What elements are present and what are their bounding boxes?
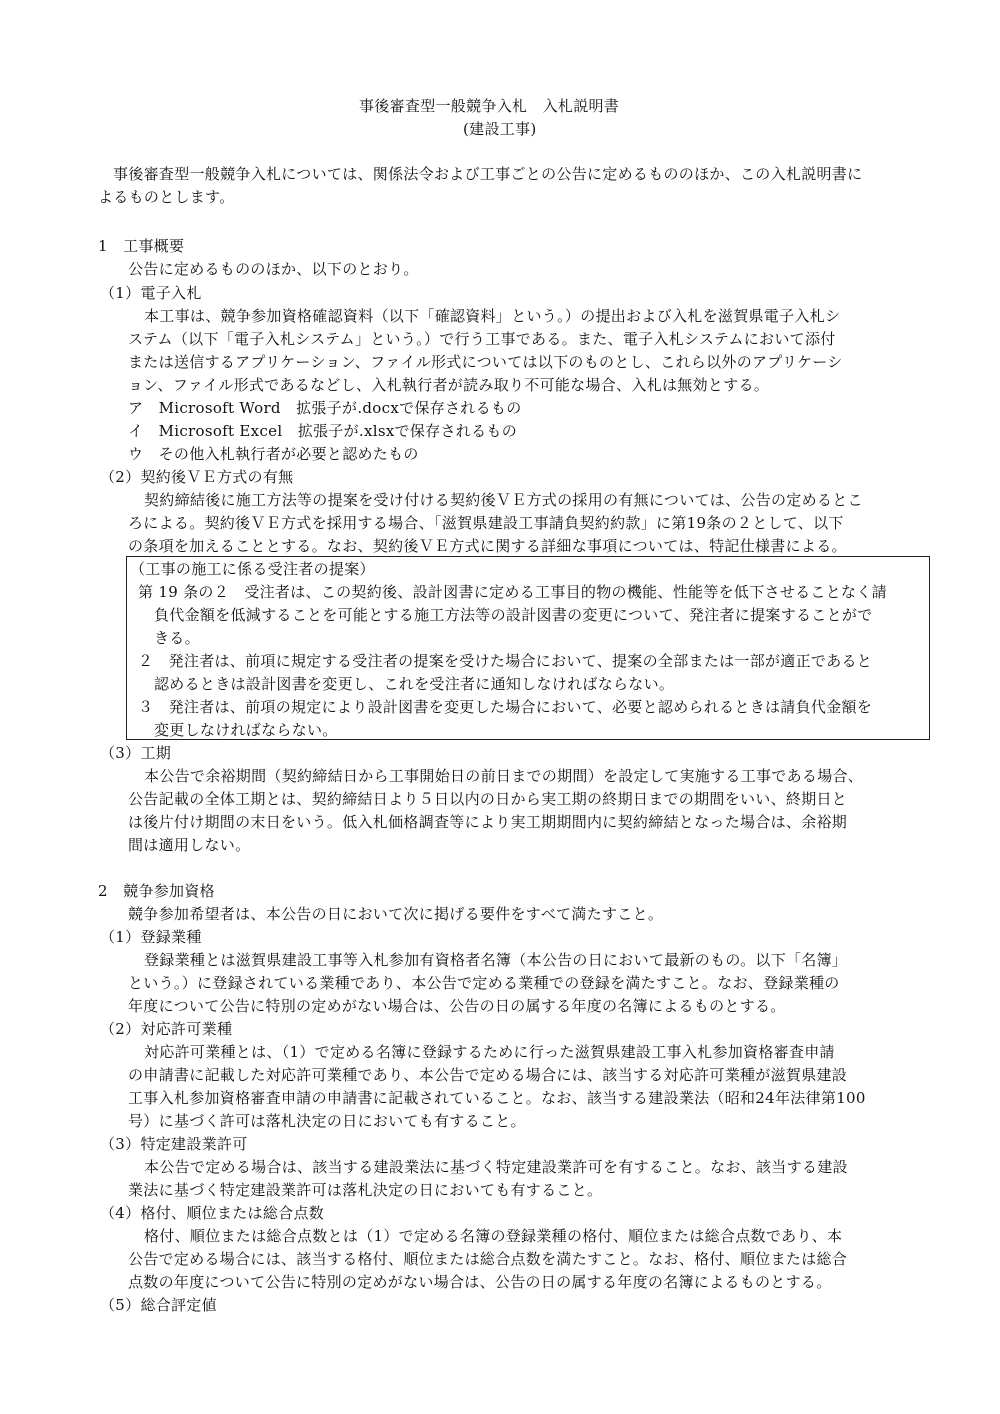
paragraph-line: または送信するアプリケーション、ファイル形式については以下のものとし、これら以外のアプリケーシ (128, 353, 843, 371)
paragraph-line: ろによる。契約後ＶＥ方式を採用する場合、「滋賀県建設工事請負契約約款」に第19条の２として、以下 (128, 514, 844, 532)
clause-line: 負代金額を低減することを可能とする施工方法等の設計図書の変更について、発注者に提案することがで (154, 606, 873, 624)
intro-line: よるものとします。 (98, 188, 235, 206)
subsection-heading: （2）対応許可業種 (100, 1020, 233, 1038)
document-title: 事後審査型一般競争入札 入札説明書 (359, 97, 620, 115)
list-item: ア Microsoft Word 拡張子が.docxで保存されるもの (128, 399, 522, 417)
section-heading: 1 工事概要 (98, 237, 185, 255)
paragraph-line: 業法に基づく特定建設業許可は落札決定の日においても有すること。 (128, 1181, 603, 1199)
paragraph-line: 点数の年度について公告に特別の定めがない場合は、公告の日の属する年度の名簿によるものとする。 (128, 1273, 832, 1291)
subsection-heading: （5）総合評定値 (100, 1296, 217, 1314)
clause-line: 認めるときは設計図書を変更し、これを受注者に通知しなければならない。 (154, 675, 675, 693)
paragraph-line: 号）に基づく許可は落札決定の日においても有すること。 (128, 1112, 526, 1130)
paragraph-line: 登録業種とは滋賀県建設工事等入札参加有資格者名簿（本公告の日において最新のもの。以下「名簿」 (144, 951, 848, 969)
paragraph-line: ョン、ファイル形式であるなどし、入札執行者が読み取り不可能な場合、入札は無効とする。 (128, 376, 770, 394)
list-item: イ Microsoft Excel 拡張子が.xlsxで保存されるもの (128, 422, 518, 440)
subsection-heading: （3）特定建設業許可 (100, 1135, 248, 1153)
paragraph-line: 本工事は、競争参加資格確認資料（以下「確認資料」という。）の提出および入札を滋賀県電子入札シ (144, 307, 841, 325)
paragraph-line: の条項を加えることとする。なお、契約後ＶＥ方式に関する詳細な事項については、特記仕様書による。 (128, 537, 847, 555)
paragraph-line: 対応許可業種とは、（1）で定める名簿に登録するために行った滋賀県建設工事入札参加資格審査申請 (144, 1043, 835, 1061)
document-subtitle: (建設工事) (463, 120, 537, 138)
clause-line: 第 19 条の２ 受注者は、この契約後、設計図書に定める工事目的物の機能、性能等を低下させることなく請 (138, 583, 887, 601)
paragraph-line: 公告記載の全体工期とは、契約締結日より５日以内の日から実工期の終期日までの期間をいい、終期日と (128, 790, 848, 808)
paragraph-line: 本公告で余裕期間（契約締結日から工事開始日の前日までの期間）を設定して実施する工事である場合、 (144, 767, 864, 785)
subsection-heading: （1）電子入札 (100, 284, 202, 302)
paragraph-line: 格付、順位または総合点数とは（1）で定める名簿の登録業種の格付、順位または総合点数であり、本 (144, 1227, 843, 1245)
paragraph-line: 契約締結後に施工方法等の提案を受け付ける契約後ＶＥ方式の採用の有無については、公告の定めるとこ (144, 491, 863, 509)
paragraph-line: 公告で定める場合には、該当する格付、順位または総合点数を満たすこと。なお、格付、順位または総合 (128, 1250, 848, 1268)
section-lead: 公告に定めるもののほか、以下のとおり。 (128, 260, 419, 278)
subsection-heading: （1）登録業種 (100, 928, 202, 946)
paragraph-line: の申請書に記載した対応許可業種であり、本公告で定める場合には、該当する対応許可業種が滋賀県建設 (128, 1066, 848, 1084)
paragraph-line: 工事入札参加資格審査申請の申請書に記載されていること。なお、該当する建設業法（昭和24年法律第100 (128, 1089, 866, 1107)
paragraph-line: という。）に登録されている業種であり、本公告で定める業種での登録を満たすこと。なお、登録業種の (128, 974, 840, 992)
clause-line: 変更しなければならない。 (154, 721, 338, 739)
paragraph-line: 本公告で定める場合は、該当する建設業法に基づく特定建設業許可を有すること。なお、該当する建設 (144, 1158, 848, 1176)
paragraph-line: は後片付け期間の末日をいう。低入札価格調査等により実工期期間内に契約締結となった場合は、余裕期 (128, 813, 848, 831)
paragraph-line: 間は適用しない。 (128, 836, 251, 854)
clause-line: （工事の施工に係る受注者の提案） (130, 560, 375, 578)
section-lead: 競争参加希望者は、本公告の日において次に掲げる要件をすべて満たすこと。 (128, 905, 664, 923)
clause-line: きる。 (154, 629, 200, 647)
clause-line: ３ 発注者は、前項の規定により設計図書を変更した場合において、必要と認められるときは請負代金額を (138, 698, 873, 716)
subsection-heading: （4）格付、順位または総合点数 (100, 1204, 325, 1222)
intro-line: 事後審査型一般競争入札については、関係法令および工事ごとの公告に定めるもののほか、この入札説明書に (113, 165, 863, 183)
paragraph-line: 年度について公告に特別の定めがない場合は、公告の日の属する年度の名簿によるものとする。 (128, 997, 786, 1015)
section-heading: 2 競争参加資格 (98, 882, 215, 900)
list-item: ウ その他入札執行者が必要と認めたもの (128, 445, 419, 463)
subsection-heading: （2）契約後ＶＥ方式の有無 (100, 468, 294, 486)
paragraph-line: ステム（以下「電子入札システム」という。）で行う工事である。また、電子入札システムにおいて添付 (128, 330, 836, 348)
clause-line: ２ 発注者は、前項に規定する受注者の提案を受けた場合において、提案の全部または一部が適正であると (138, 652, 873, 670)
subsection-heading: （3）工期 (100, 744, 172, 762)
